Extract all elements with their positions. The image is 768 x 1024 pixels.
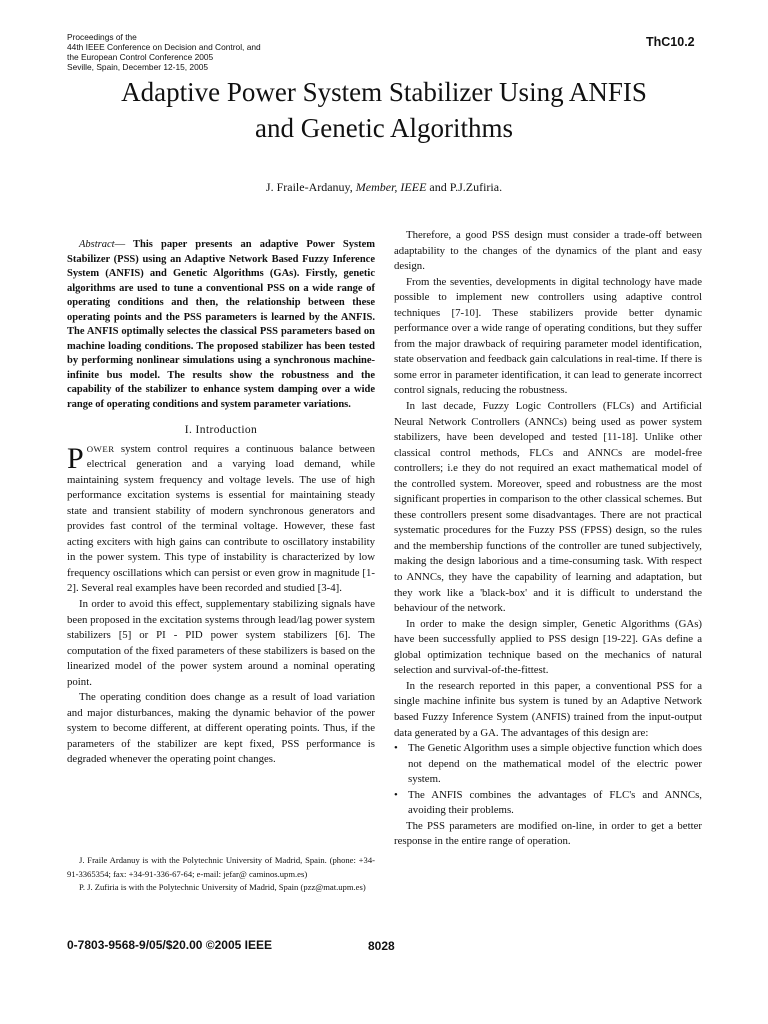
author-membership: Member, IEEE [355,180,427,194]
intro-paragraph [67,442,375,597]
body-paragraph: The operating condition does change as a result of load variation and major disturbances, making the dynamic behavior of the power system to become different, at different operating points. Thus, if the parameters of the stabilizer are kept fixed, PSS performance is degraded whenever the operating point changes. [67,691,375,766]
proceedings-header [67,32,367,72]
session-code: ThC10.2 [646,35,695,49]
title-line: and Genetic Algorithms [255,113,513,143]
abstract-text: This paper presents an adaptive Power System Stabilizer (PSS) using an Adaptive Network Based Fuzzy Inference System (ANFIS) and Genetic Algorithms (GAs). Firstly, genetic algorithms are used to tune a conventional PSS on a wide range of operating conditions and then, the relationship between these operating points and the PSS parameters is learned by the ANFIS. The ANFIS optimally selectes the classical PSS parameters based on machine loading conditions. The proposed stabilizer has been tested by performing nonlinear simulations using a synchronous machine-infinite bus model. The results show the robustness and the capability of the stabilizer to enhance system damping over a wide range of operating conditions and system parameter variations. [67,239,375,410]
author-name: and P.J.Zufiria. [429,180,503,194]
body-paragraph: In order to make the design simpler, Genetic Algorithms (GAs) have been successfully applied to PSS design [19-22]. GAs define a global optimization technique based on the mechanics of natural selection and survival-of-the-fittest. [394,617,702,677]
title-line: Adaptive Power System Stabilizer Using ANFIS [121,77,647,107]
lead-word: OWER [86,443,115,454]
drop-cap: P [67,441,84,475]
advantages-list [394,741,702,819]
list-item: • The ANFIS combines the advantages of FLC's and ANNCs, avoiding their problems. [408,788,702,819]
body-paragraph: Therefore, a good PSS design must consider a trade-off between adaptability to the changes of the dynamics of the plant and easy design. [394,229,702,273]
footnote: J. Fraile Ardanuy is with the Polytechnic University of Madrid, Spain. (phone: +34-91-3365354; fax: +34-91-336-67-64; e-mail: jefar@ caminos.upm.es) [67,855,375,879]
body-paragraph: The PSS parameters are modified on-line, in order to get a better response in the entire range of operation. [394,819,702,848]
body-paragraph: In last decade, Fuzzy Logic Controllers (FLCs) and Artificial Neural Network Controllers (ANNCs) being used as power system stabilizers, have been developed and tested [11-18]. Unlike other classical control methods, FLCs and ANNCs are model-free controllers; i.e they do not required an exact mathematical model of the controlled system. Moreover, speed and robustness are the most significant properties in comparison to the other classical schemes. But these controllers present some disadvantages. There are not practical systematic procedures for the Fuzzy PSS (FPSS) design, so the rules and the membership functions of the controller are tuned subjectively, making the design laborious and a time-consuming task. With respect to ANNCs, they have the capability of learning and adaptation, but they work like a 'black-box' and it is difficult to understand the behaviour of the network. [394,400,702,615]
body-paragraph: From the seventies, developments in digital technology have made possible to implement new controllers using adaptive control techniques [7-10]. These stabilizers provide better dynamic performance over a wide range of operating conditions, but they suffer from the major drawback of requiring parameter model identification, state observation and feedback gain calculations in real-time. If there is some error in parameter identification, it can lead to generate incorrect control signals, reducing the robustness. [394,275,702,397]
page-number: 8028 [368,939,395,953]
proceedings-line: Seville, Spain, December 12-15, 2005 [67,62,209,72]
left-column [67,238,375,768]
paper-title [40,74,728,146]
paragraph-text: system control requires a continuous balance between electrical generation and a varying load demand, while maintaining system frequency and voltage levels. The use of high performance excitation systems is essential for maintaining steady state and transient stability of modern synchronous generators and provides fast control of the terminal voltage. However, these fast acting exciters with high gains can contribute to oscillatory instability in the power system. This type of instability is characterized by low frequency oscillations which can persist or even grow in magnitude [1-2]. Several real examples have been recorded and studied [3-4]. [67,442,375,595]
body-paragraph: In the research reported in this paper, a conventional PSS for a single machine infinite bus system is tuned by an Adaptive Network based Fuzzy Inference System (ANFIS) trained from the input-output data generated by a GA. The advantages of this design are: [394,679,702,739]
abstract [67,238,375,412]
body-paragraph: In order to avoid this effect, supplementary stabilizing signals have been proposed in the excitation systems through lead/lag power system stabilizers [5] or PI - PID power system stabilizers [6]. The computation of the fixed parameters of these stabilizers is based on the linearized model of the power system around a nominal operating point. [67,598,375,688]
abstract-dash: — [114,239,126,250]
copyright-line: 0-7803-9568-9/05/$20.00 ©2005 IEEE [67,938,272,952]
footnotes [67,854,375,895]
proceedings-line: 44th IEEE Conference on Decision and Control, and [67,42,261,52]
right-column [394,228,702,850]
list-item: • The Genetic Algorithm uses a simple objective function which does not depend on the mathematical model of the electric power system. [408,741,702,788]
proceedings-line: the European Control Conference 2005 [67,52,214,62]
author-line [0,180,768,195]
section-heading: I. Introduction [184,424,258,436]
footnote: P. J. Zufiria is with the Polytechnic University of Madrid, Spain (pzz@mat.upm.es) [79,882,366,893]
proceedings-line: Proceedings of the [67,32,137,42]
abstract-label: Abstract [79,239,115,250]
author-name: J. Fraile-Ardanuy, [265,180,353,194]
